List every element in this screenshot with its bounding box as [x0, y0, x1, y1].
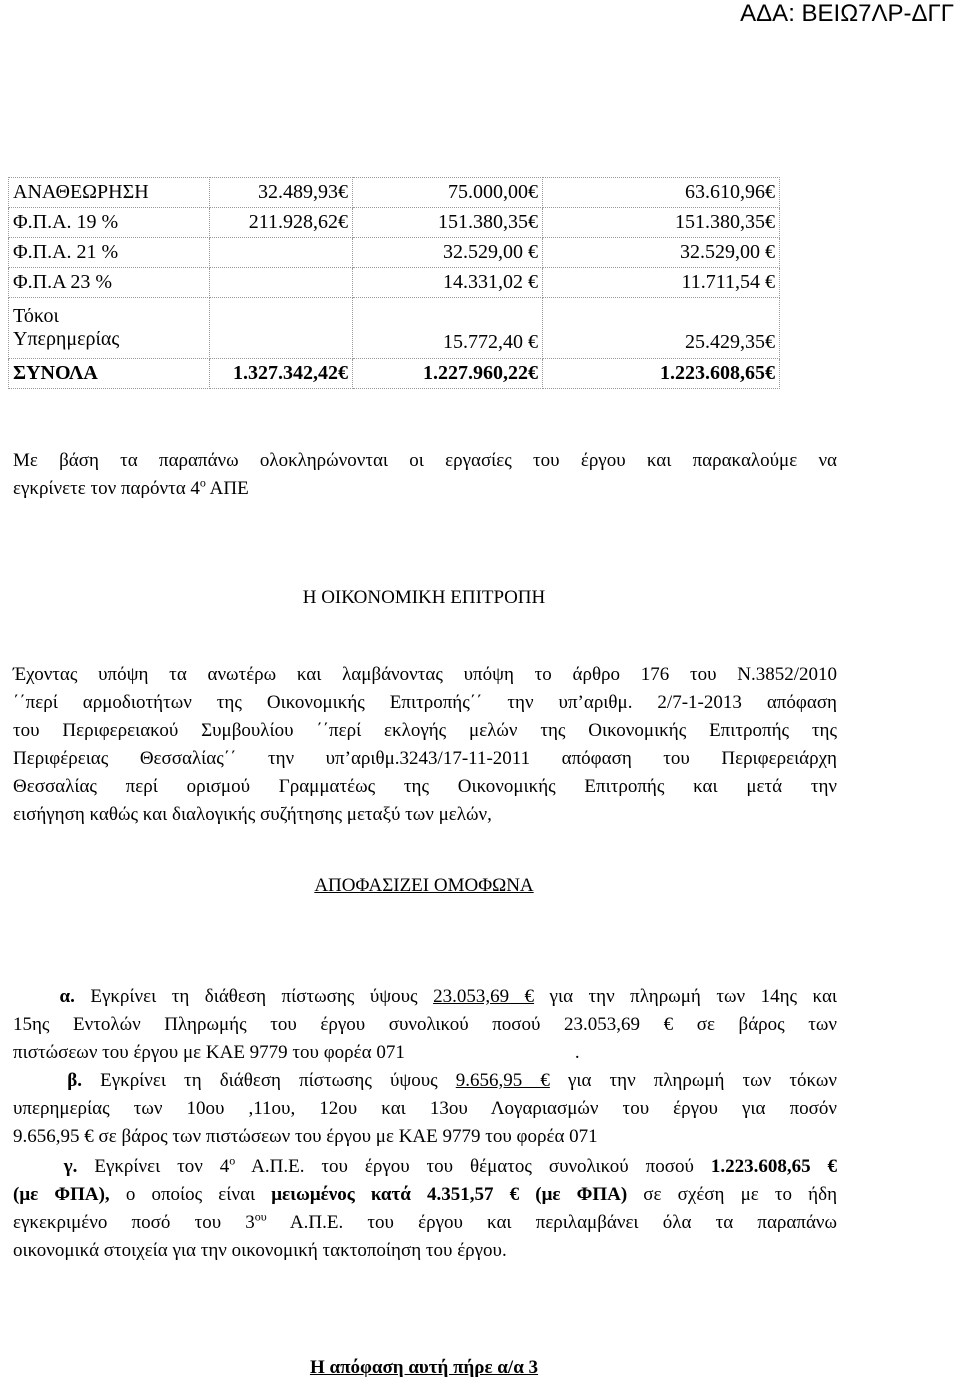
committee-title: Η ΟΙΚΟΝΟΜΙΚΗ ΕΠΙΤΡΟΠΗ	[302, 587, 546, 608]
text-line: του Περιφερειακού Συμβουλίου ΄΄περί εκλογής μελών της Οικονομικής Επιτροπής της	[13, 720, 837, 741]
amount: 9.656,95 €	[455, 1070, 550, 1091]
text-line	[13, 1181, 837, 1209]
text-fragment: σε σχέση με το ήδη	[627, 1184, 838, 1205]
financial-table	[8, 177, 780, 389]
row-label: Φ.Π.Α 23 %	[9, 268, 210, 298]
value-cell: 1.223.608,65€	[543, 359, 780, 389]
text-line: 9.656,95 € σε βάρος των πιστώσεων του έργου με ΚΑΕ 9779 του φορέα 071	[13, 1126, 598, 1147]
row-label	[9, 298, 210, 359]
value-cell: 11.711,54 €	[543, 268, 780, 298]
text-fragment: .	[574, 1042, 580, 1063]
text-fragment: Α.Π.Ε. του έργου και περιλαμβάνει όλα τα παραπάνω	[266, 1212, 837, 1233]
value-cell: 32.529,00 €	[543, 238, 780, 268]
text-line	[13, 1209, 837, 1237]
text-line: Με βάση τα παραπάνω ολοκληρώνονται οι εργασίες του έργου και παρακαλούμε να	[13, 450, 837, 471]
row-label-line: Υπερημερίας	[13, 328, 120, 350]
value-cell: 211.928,62€	[210, 208, 353, 238]
row-label: Φ.Π.Α. 19 %	[9, 208, 210, 238]
amount: 23.053,69 €	[433, 986, 535, 1007]
table-row	[9, 208, 780, 238]
intro-paragraph	[13, 447, 837, 503]
value-cell: 75.000,00€	[353, 178, 543, 208]
value-cell: 1.227.960,22€	[353, 359, 543, 389]
row-label: ΣΥΝΟΛΑ	[9, 359, 210, 389]
item-c	[13, 1153, 837, 1265]
text-fragment: Α.Π.Ε. του έργου του θέματος συνολικού ποσού	[235, 1156, 711, 1177]
superscript: ου	[254, 1209, 267, 1224]
text-line: Έχοντας υπόψη τα ανωτέρω και λαμβάνοντας υπόψη το άρθρο 176 του Ν.3852/2010	[13, 664, 837, 685]
text-line: υπερημερίας των 10ου ,11ου, 12ου και 13ου Λογαριασμών του έργου για ποσόν	[13, 1098, 837, 1119]
item-b	[13, 1067, 837, 1151]
footer-heading: Η απόφαση αυτή πήρε α/α 3	[309, 1357, 539, 1378]
text-fragment: Εγκρίνει τη διάθεση πίστωσης ύψους	[74, 986, 434, 1007]
text-fragment: Εγκρίνει τον 4	[77, 1156, 230, 1177]
text-line	[13, 475, 837, 503]
document-code: ΑΔΑ: ΒΕΙΩ7ΛΡ-ΔΓΓ	[740, 0, 954, 27]
value-cell	[210, 298, 353, 359]
value-cell: 15.772,40 €	[353, 298, 543, 359]
text-fragment: (με ΦΠΑ),	[13, 1184, 110, 1205]
value-cell: 32.489,93€	[210, 178, 353, 208]
text-line: ΄΄περί αρμοδιοτήτων της Οικονομικής Επιτροπής΄΄ την υπ’αριθμ. 2/7-1-2013 απόφαση	[13, 692, 837, 713]
value-cell: 25.429,35€	[543, 298, 780, 359]
item-a	[13, 983, 837, 1067]
superscript: ο	[229, 1153, 236, 1168]
text-line: Περιφέρειας Θεσσαλίας΄΄ την υπ’αριθμ.3243/17-11-2011 απόφαση του Περιφερειάρχη	[13, 748, 837, 769]
item-marker: α.	[59, 986, 75, 1007]
row-label: ΑΝΑΘΕΩΡΗΣΗ	[9, 178, 210, 208]
text-line: εισήγηση καθώς και διαλογικής συζήτησης μεταξύ των μελών,	[13, 804, 492, 825]
item-marker: β.	[67, 1070, 83, 1091]
considering-paragraph	[13, 661, 837, 829]
row-label-line: Τόκοι	[13, 305, 59, 327]
value-cell: 63.610,96€	[543, 178, 780, 208]
text-fragment: ΑΠΕ	[205, 478, 249, 499]
text-fragment: πιστώσεων του έργου με ΚΑΕ 9779 του φορέα 071	[13, 1042, 405, 1063]
value-cell	[210, 238, 353, 268]
table-row	[9, 298, 780, 359]
table-row-total	[9, 359, 780, 389]
text-fragment: ο οποίος είναι	[109, 1184, 272, 1205]
text-line	[13, 1039, 837, 1067]
value-cell: 14.331,02 €	[353, 268, 543, 298]
table-row	[9, 268, 780, 298]
text-line	[13, 1067, 837, 1095]
row-label: Φ.Π.Α. 21 %	[9, 238, 210, 268]
text-fragment: μειωμένος κατά 4.351,57 € (με ΦΠΑ)	[271, 1184, 628, 1205]
value-cell: 32.529,00 €	[353, 238, 543, 268]
text-fragment: Εγκρίνει τη διάθεση πίστωσης ύψους	[82, 1070, 456, 1091]
decision-heading: ΑΠΟΦΑΣΙΖΕΙ ΟΜΟΦΩΝΑ	[314, 875, 534, 896]
item-marker: γ.	[63, 1156, 78, 1177]
text-line: 15ης Εντολών Πληρωμής του έργου συνολικού ποσού 23.053,69 € σε βάρος των	[13, 1014, 837, 1035]
text-line: Θεσσαλίας περί ορισμού Γραμματέως της Οικονομικής Επιτροπής και μετά την	[13, 776, 837, 797]
value-cell	[210, 268, 353, 298]
text-fragment: εγκρίνετε τον παρόντα 4	[13, 478, 200, 499]
text-line	[13, 983, 837, 1011]
table-row	[9, 238, 780, 268]
text-fragment: για την πληρωμή των τόκων	[549, 1070, 837, 1091]
text-fragment: εγκεκριμένο ποσό του 3	[13, 1212, 255, 1233]
amount: 1.223.608,65 €	[710, 1156, 838, 1177]
value-cell: 151.380,35€	[353, 208, 543, 238]
value-cell: 151.380,35€	[543, 208, 780, 238]
superscript: ο	[199, 475, 206, 490]
value-cell: 1.327.342,42€	[210, 359, 353, 389]
text-fragment: για την πληρωμή των 14ης και	[534, 986, 838, 1007]
table-row	[9, 178, 780, 208]
text-line: οικονομικά στοιχεία για την οικονομική τακτοποίηση του έργου.	[13, 1240, 507, 1261]
text-line	[13, 1153, 837, 1181]
